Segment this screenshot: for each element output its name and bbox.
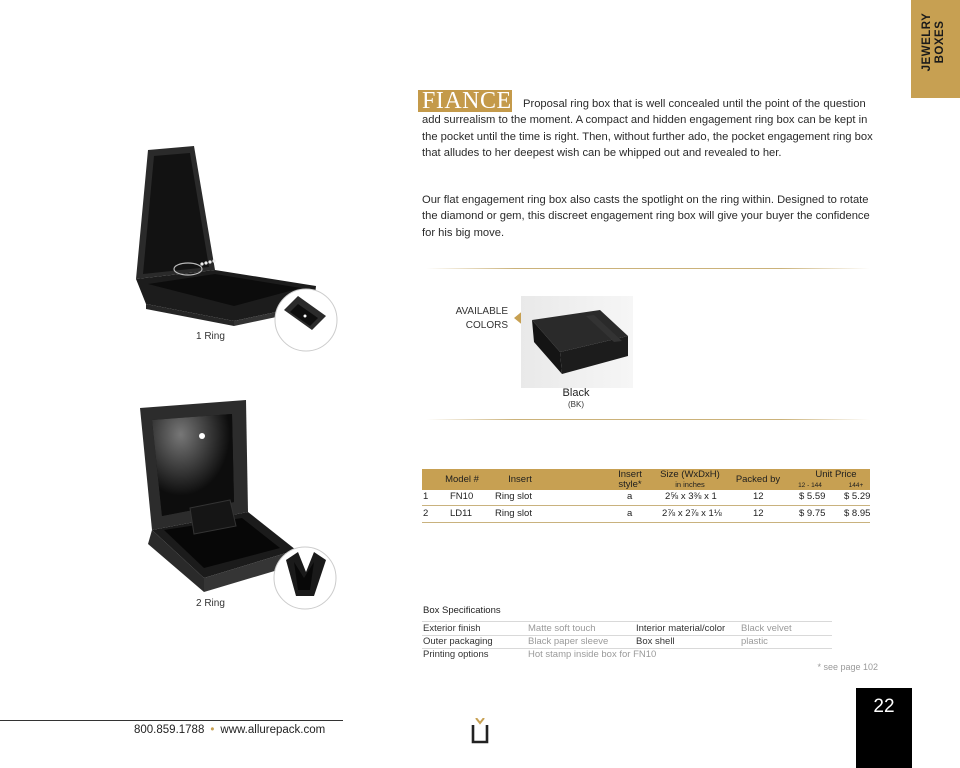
footnote: * see page 102 [817,662,878,672]
col-tier-2: 144+ [848,482,864,489]
model-number: LD11 [450,508,473,519]
spec-label: Exterior finish [423,623,481,634]
phone-number: 800.859.1788 [134,724,205,736]
product-image-1-ring [126,146,341,356]
insert-type: Ring slot [495,508,532,519]
col-model: Model # [445,474,479,485]
col-insert-style-line2: style* [618,479,642,490]
specs-title: Box Specifications [423,605,501,616]
image-2-caption: 2 Ring [196,598,225,609]
col-unit-price: Unit Price [815,469,857,480]
spec-value: plastic [741,636,768,647]
col-insert-style [610,470,650,490]
price-tier-1: $ 9.75 [799,508,826,519]
col-insert-style-line1: Insert [618,469,642,480]
col-size-line1: Size (WxDxH) [660,469,720,480]
box-size: 2⅞ x 2⅞ x 1⅛ [662,508,722,519]
available-colors-line2: COLORS [465,320,508,331]
insert-type: Ring slot [495,491,532,502]
price-tier-1: $ 5.59 [799,491,826,502]
section-tab [911,0,960,98]
product-image-2-ring [134,400,344,612]
spec-value: Hot stamp inside box for FN10 [528,649,657,660]
col-size-line2: in inches [675,480,705,489]
row-divider [422,522,870,523]
section-tab-line1: JEWELRY [921,12,933,72]
row-number: 2 [423,508,429,519]
spec-label: Interior material/color [636,623,726,634]
color-swatch-black [528,306,632,378]
image-1-caption: 1 Ring [196,331,225,342]
box-size: 2⅝ x 3⅜ x 1 [665,491,717,502]
available-colors-line1: AVAILABLE [455,306,508,317]
divider [426,419,870,420]
spec-value: Black paper sleeve [528,636,609,647]
col-insert: Insert [508,474,532,485]
spec-divider [422,621,832,622]
section-tab-line2: BOXES [934,20,946,64]
col-size [658,470,722,490]
website-link[interactable]: www.allurepack.com [220,724,326,736]
description-paragraph-2: Our flat engagement ring box also casts the spotlight on the ring within. Designed to rotate the diamond or gem, this discreet engagement ring box will give your buyer the confidence for his big move. [422,194,870,239]
footer-rule [0,720,343,721]
separator-dot-icon: • [210,724,215,736]
packed-by: 12 [753,508,764,519]
spec-label: Box shell [636,636,675,647]
brand-logo-icon [468,718,492,746]
color-code: (BK) [568,400,584,409]
page-number: 22 [873,696,895,717]
divider [426,268,870,269]
spec-label: Outer packaging [423,636,493,647]
spec-value: Black velvet [741,623,792,634]
spec-value: Matte soft touch [528,623,596,634]
color-name: Black [562,387,590,399]
model-number: FN10 [450,491,474,502]
spec-label: Printing options [423,649,489,660]
table-header [422,469,870,490]
price-tier-2: $ 8.95 [844,508,871,519]
description-paragraph-1: Proposal ring box that is well concealed until the point of the question add surrealism to the moment. A compact and hidden engagement ring box can be kept in the pocket until the time is right. Then, without further ado, the pocket engagement ring box that alludes to her deepest wish can be whipped out and revealed to her. [422,98,873,159]
insert-style: a [627,491,633,502]
page-number-box [856,688,912,768]
row-number: 1 [423,491,429,502]
packed-by: 12 [753,491,764,502]
insert-style: a [627,508,633,519]
price-tier-2: $ 5.29 [844,491,871,502]
col-packed-by: Packed by [735,474,781,485]
row-divider [422,505,870,506]
available-colors-label [440,305,508,333]
col-tier-1: 12 - 144 [798,482,822,489]
product-title: FIANCE [422,88,512,114]
footer-contact [134,724,325,736]
